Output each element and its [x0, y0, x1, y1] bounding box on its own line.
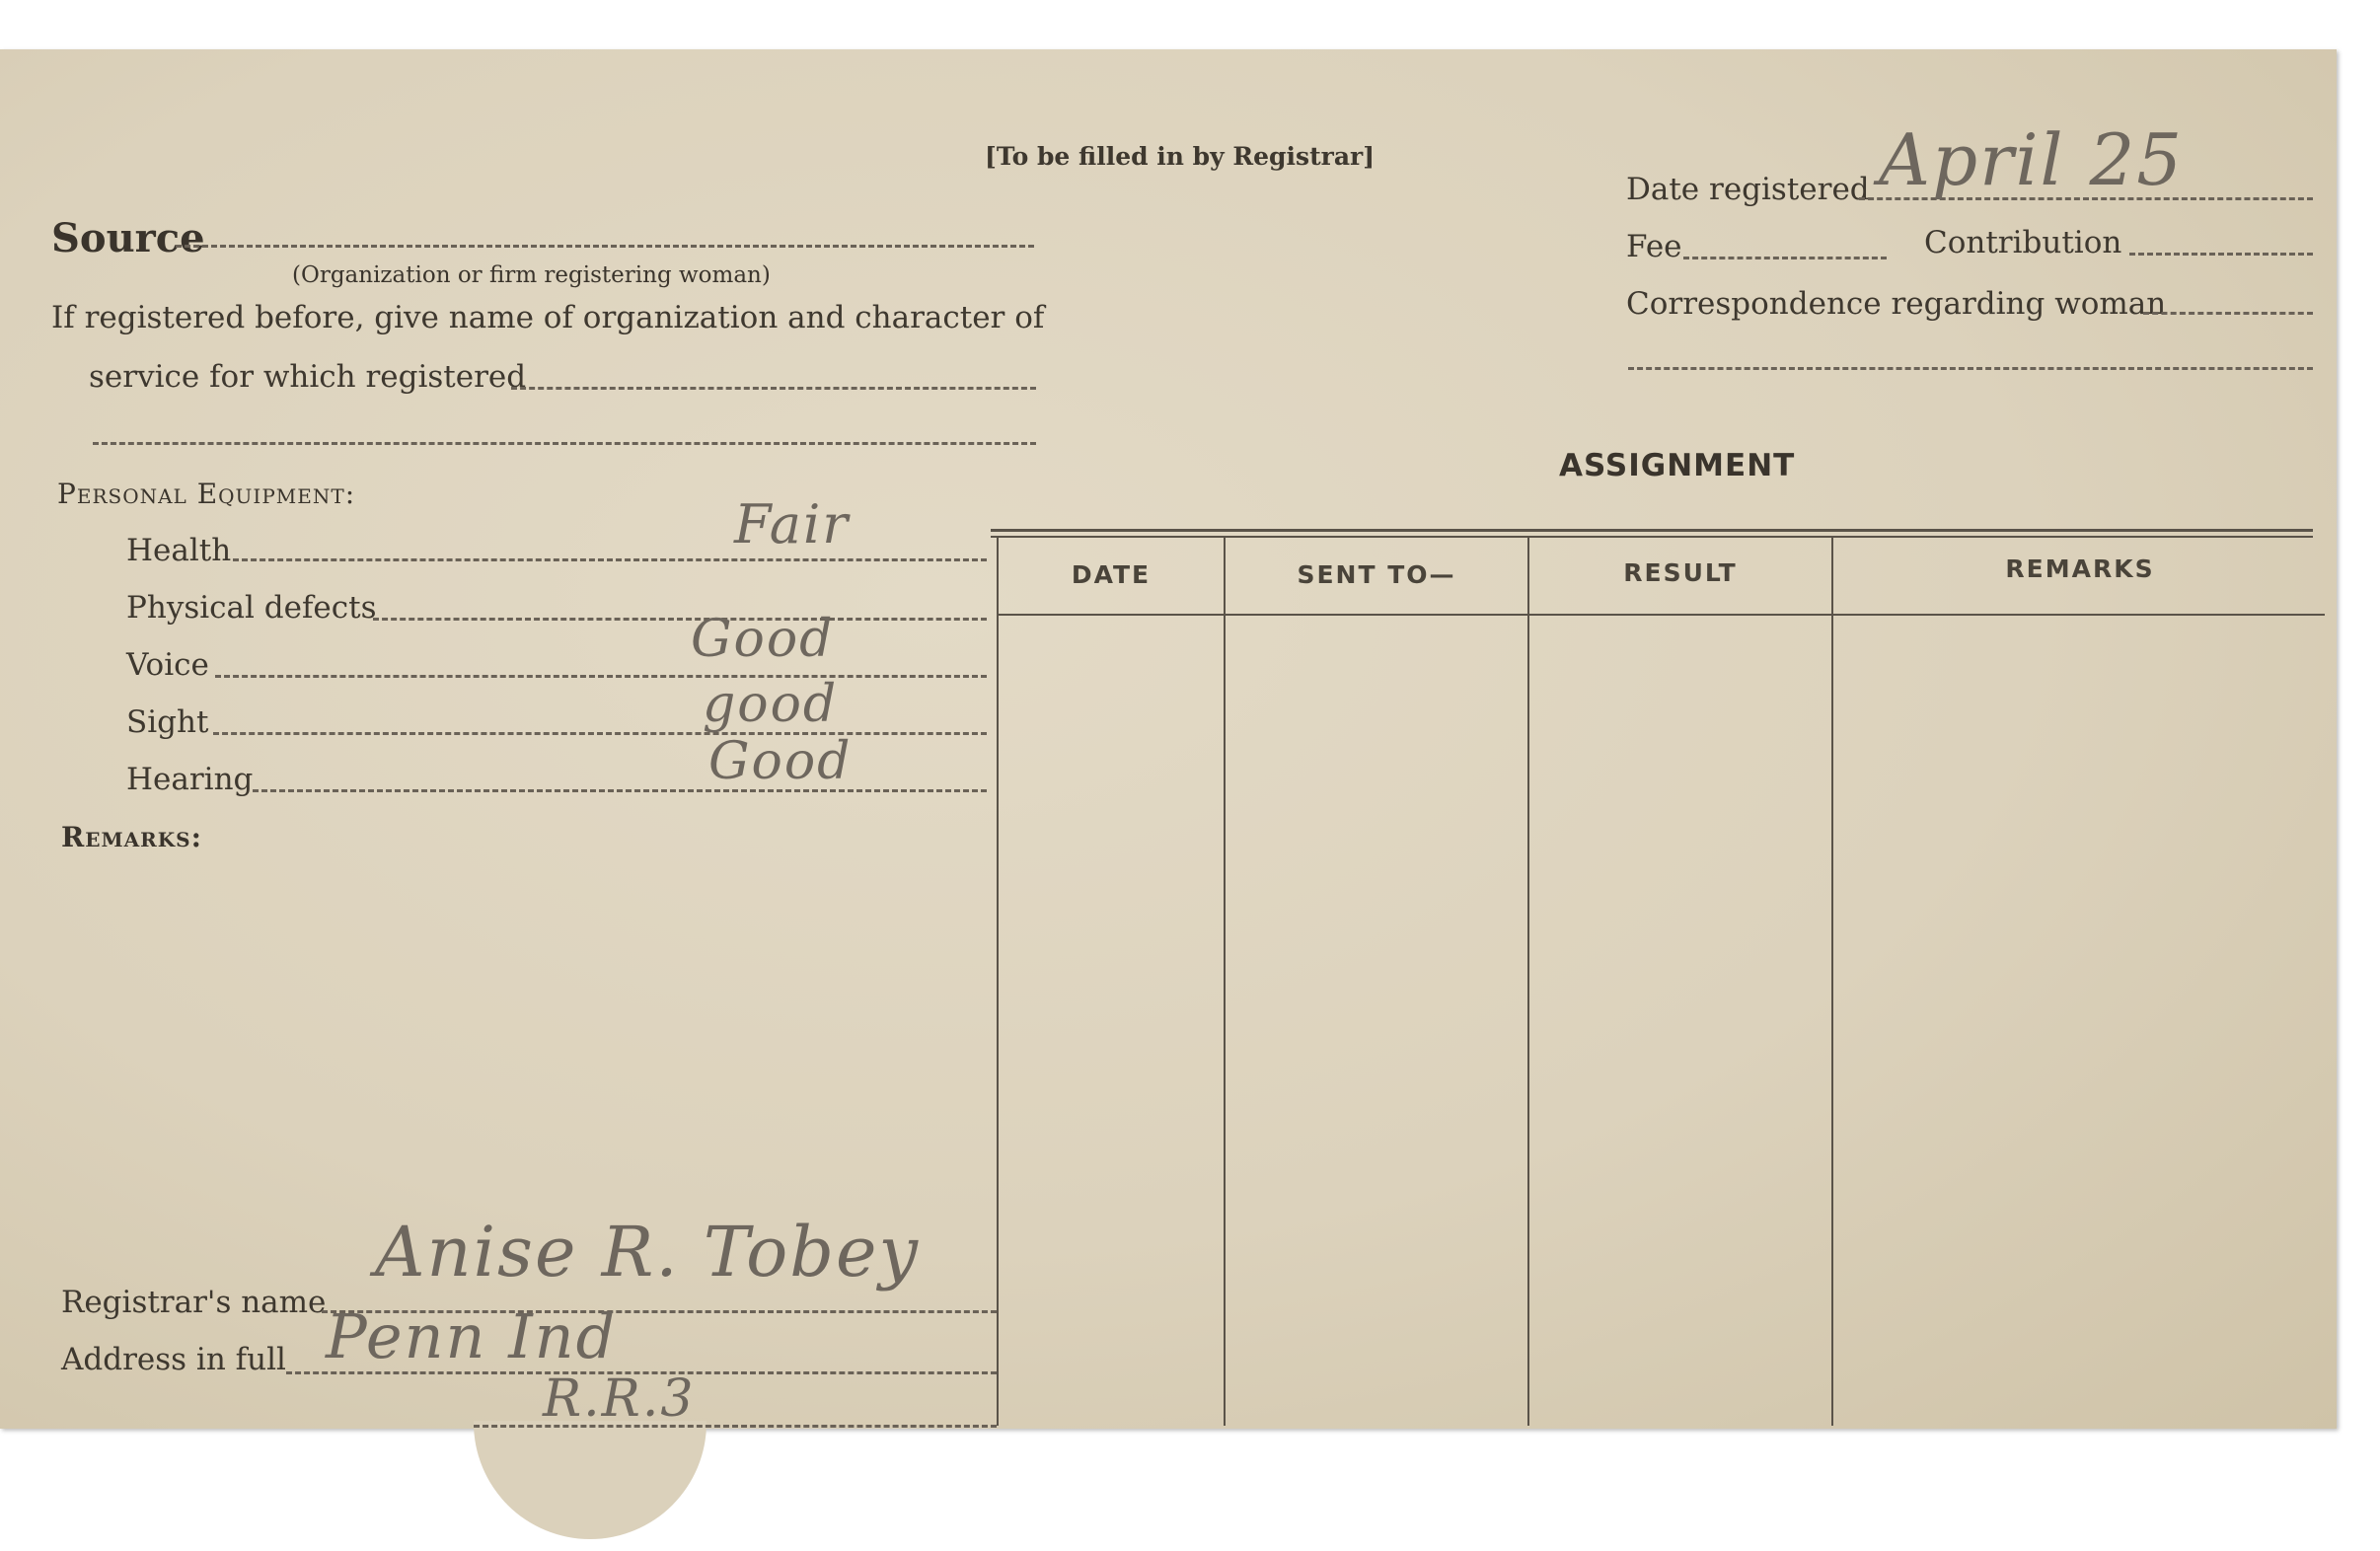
- sight-label: Sight: [126, 704, 209, 740]
- correspondence-line: [2143, 312, 2313, 315]
- correspondence-label: Correspondence regarding woman: [1626, 286, 2167, 322]
- voice-label: Voice: [126, 647, 209, 683]
- hearing-label: Hearing: [126, 762, 254, 797]
- registered-before-text: If registered before, give name of organization and character of: [51, 300, 1045, 335]
- card-tab: [474, 1421, 707, 1539]
- registered-before-line: [511, 387, 1036, 390]
- date-registered-value: April 25: [1879, 118, 2185, 201]
- health-line: [233, 558, 987, 561]
- health-label: Health: [126, 533, 232, 568]
- correspondence-line-2: [1628, 367, 2313, 370]
- contribution-label: Contribution: [1924, 225, 2122, 260]
- personal-equipment-label: Personal Equipment:: [57, 478, 356, 510]
- voice-value: Good: [691, 610, 835, 669]
- source-label: Source: [51, 215, 205, 261]
- registrar-note: [To be filled in by Registrar]: [985, 142, 1376, 171]
- fee-label: Fee: [1626, 229, 1682, 264]
- column-header-result: RESULT: [1623, 558, 1738, 587]
- table-divider-1: [997, 538, 999, 1426]
- voice-line: [215, 675, 987, 678]
- contribution-line: [2129, 253, 2313, 256]
- table-header-rule: [997, 614, 2325, 616]
- registrar-name-label: Registrar's name: [61, 1285, 327, 1320]
- hearing-value: Good: [708, 732, 853, 791]
- table-divider-4: [1831, 538, 1833, 1426]
- source-line: [176, 245, 1034, 248]
- registered-before-line-2: [93, 442, 1036, 445]
- registrar-name-value: Anise R. Tobey: [375, 1212, 921, 1292]
- column-header-date: DATE: [1071, 560, 1152, 589]
- column-header-sent-to: SENT TO—: [1297, 560, 1456, 589]
- address-value-1: Penn Ind: [326, 1300, 618, 1372]
- table-divider-2: [1224, 538, 1226, 1426]
- fee-line: [1683, 257, 1887, 259]
- sight-value: good: [703, 675, 839, 734]
- hearing-line: [253, 789, 987, 792]
- column-header-remarks: REMARKS: [2005, 554, 2155, 583]
- registered-before-text-2: service for which registered: [89, 359, 527, 395]
- assignment-title: ASSIGNMENT: [1559, 448, 1796, 483]
- physical-defects-line: [373, 618, 987, 621]
- health-value: Fair: [734, 493, 851, 555]
- table-top-rule-2: [991, 536, 2313, 538]
- address-label: Address in full: [61, 1342, 286, 1377]
- source-caption: (Organization or firm registering woman): [292, 262, 771, 288]
- sight-line: [213, 732, 987, 735]
- physical-defects-label: Physical defects: [126, 590, 377, 626]
- table-top-rule: [991, 529, 2313, 532]
- address-value-2: R.R.3: [543, 1369, 696, 1429]
- table-divider-3: [1527, 538, 1529, 1426]
- date-registered-label: Date registered: [1626, 172, 1870, 207]
- remarks-label: Remarks:: [61, 821, 202, 853]
